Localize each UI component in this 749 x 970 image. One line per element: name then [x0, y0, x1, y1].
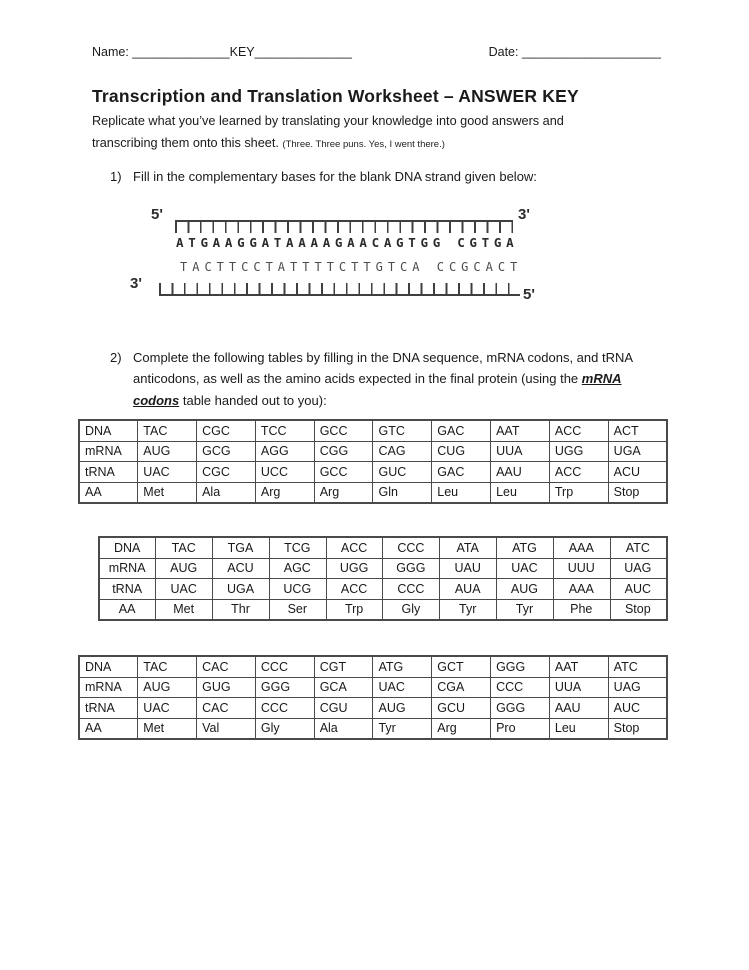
template-strand-sequence: ATGAAGGATAAAAGAACAGTGG CGTGA — [176, 234, 519, 250]
five-prime-label-bottom: 5' — [523, 285, 535, 303]
codon-cell: CGU — [314, 698, 373, 719]
codon-cell: ATG — [497, 537, 554, 558]
codon-cell: Leu — [432, 482, 491, 503]
intro-line-1: Replicate what you’ve learned by translating your knowledge into good answers and — [92, 114, 564, 128]
codon-cell: GCT — [432, 656, 491, 677]
codon-cell: ATC — [610, 537, 667, 558]
question-1-text: Fill in the complementary bases for the blank DNA strand given below: — [133, 169, 537, 184]
codon-cell: Ala — [197, 482, 256, 503]
codon-cell: ACC — [326, 537, 383, 558]
codon-cell: AAA — [553, 579, 610, 600]
table-row — [79, 482, 667, 503]
table-row — [79, 718, 667, 739]
codon-cell: ACC — [326, 579, 383, 600]
codon-cell: UAC — [138, 462, 197, 483]
codon-cell: GGG — [491, 656, 550, 677]
table-row — [79, 677, 667, 698]
codon-cell: Arg — [432, 718, 491, 739]
question-1 — [110, 166, 679, 188]
codon-cell: CGA — [432, 677, 491, 698]
codon-cell: AUA — [440, 579, 497, 600]
codon-cell: CGT — [314, 656, 373, 677]
intro-line-2: transcribing them onto this sheet. — [92, 135, 283, 150]
intro-text — [92, 111, 661, 155]
codon-cell: AUG — [138, 441, 197, 462]
codon-cell: GTC — [373, 420, 432, 441]
codon-cell: CGC — [197, 462, 256, 483]
row-header-cell: AA — [79, 482, 138, 503]
codon-cell: Trp — [549, 482, 608, 503]
codons-emphasis: codons — [133, 392, 180, 408]
codon-cell: UAG — [610, 558, 667, 579]
codon-cell: AAU — [491, 462, 550, 483]
question-2 — [110, 347, 679, 412]
mrna-emphasis: mRNA — [581, 371, 622, 386]
row-header-cell: tRNA — [79, 462, 138, 483]
codon-cell: Met — [138, 482, 197, 503]
bottom-strand-backbone — [159, 283, 520, 296]
codon-cell: Leu — [549, 718, 608, 739]
codon-table-1 — [78, 419, 668, 504]
codon-cell: CCC — [255, 698, 314, 719]
question-2-number: 2) — [110, 349, 122, 365]
codon-cell: Leu — [491, 482, 550, 503]
question-2-line-2: anticodons, as well as the amino acids expected in the final protein (using the — [133, 371, 582, 386]
question-2-line-1: Complete the following tables by filling in the DNA sequence, mRNA codons, and tRNA — [133, 349, 634, 365]
codon-cell: Thr — [213, 599, 270, 620]
question-2-line-3: table handed out to you): — [179, 392, 327, 408]
answer-strand-sequence: TACTTCCTATTTTCTTGTCA CCGCACT — [180, 259, 523, 274]
table-row — [99, 599, 667, 620]
table-row — [79, 441, 667, 462]
codon-cell: GGG — [491, 698, 550, 719]
codon-cell: AAT — [491, 420, 550, 441]
codon-cell: UGG — [549, 441, 608, 462]
codon-cell: AAA — [553, 537, 610, 558]
codon-cell: CAC — [197, 698, 256, 719]
header-row — [0, 0, 749, 59]
row-header-cell: AA — [99, 599, 156, 620]
row-header-cell: DNA — [79, 656, 138, 677]
codon-cell: AAT — [549, 656, 608, 677]
codon-cell: UAC — [138, 698, 197, 719]
codon-cell: TAC — [138, 420, 197, 441]
codon-cell: AUC — [610, 579, 667, 600]
codon-cell: UUA — [491, 441, 550, 462]
codon-cell: Tyr — [440, 599, 497, 620]
codon-cell: Phe — [553, 599, 610, 620]
codon-cell: GAC — [432, 462, 491, 483]
codon-cell: CAG — [373, 441, 432, 462]
question-1-number: 1) — [110, 169, 122, 184]
table-row — [99, 558, 667, 579]
codon-cell: CGC — [197, 420, 256, 441]
codon-cell: ACT — [608, 420, 667, 441]
codon-table-3 — [78, 655, 668, 740]
row-header-cell: tRNA — [99, 579, 156, 600]
codon-cell: CCC — [255, 656, 314, 677]
codon-cell: Pro — [491, 718, 550, 739]
codon-cell: ACC — [549, 462, 608, 483]
codon-cell: GCG — [197, 441, 256, 462]
codon-cell: Stop — [608, 482, 667, 503]
codon-cell: UAC — [156, 579, 213, 600]
codon-cell: TCG — [269, 537, 326, 558]
codon-cell: GUC — [373, 462, 432, 483]
codon-cell: GGG — [255, 677, 314, 698]
codon-cell: UCC — [255, 462, 314, 483]
codon-cell: GCA — [314, 677, 373, 698]
codon-cell: ACU — [608, 462, 667, 483]
codon-cell: CUG — [432, 441, 491, 462]
codon-cell: ACC — [549, 420, 608, 441]
codon-cell: UUU — [553, 558, 610, 579]
codon-cell: GCC — [314, 462, 373, 483]
row-header-cell: DNA — [99, 537, 156, 558]
table-row — [79, 698, 667, 719]
codon-cell: CAC — [197, 656, 256, 677]
table-row — [79, 420, 667, 441]
question-2-text — [133, 347, 633, 412]
codon-cell: Tyr — [373, 718, 432, 739]
codon-cell: UAG — [608, 677, 667, 698]
codon-cell: Gly — [383, 599, 440, 620]
codon-cell: TAC — [138, 656, 197, 677]
codon-cell: Met — [138, 718, 197, 739]
codon-cell: AUC — [608, 698, 667, 719]
codon-cell: Val — [197, 718, 256, 739]
codon-cell: TAC — [156, 537, 213, 558]
codon-cell: UGA — [213, 579, 270, 600]
codon-cell: Stop — [608, 718, 667, 739]
codon-cell: Arg — [255, 482, 314, 503]
three-prime-label-top: 3' — [518, 205, 530, 223]
codon-cell: GCC — [314, 420, 373, 441]
codon-cell: GGG — [383, 558, 440, 579]
codon-cell: Stop — [610, 599, 667, 620]
codon-cell: UUA — [549, 677, 608, 698]
codon-cell: GCU — [432, 698, 491, 719]
top-strand-backbone — [175, 220, 513, 233]
codon-cell: GAC — [432, 420, 491, 441]
codon-cell: AUG — [497, 579, 554, 600]
table-row — [99, 537, 667, 558]
codon-cell: TGA — [213, 537, 270, 558]
codon-cell: UAC — [373, 677, 432, 698]
row-header-cell: tRNA — [79, 698, 138, 719]
codon-cell: Gln — [373, 482, 432, 503]
table-row — [79, 656, 667, 677]
worksheet-title: Transcription and Translation Worksheet – ANSWER KEY — [92, 86, 579, 106]
codon-cell: UGG — [326, 558, 383, 579]
codon-cell: Met — [156, 599, 213, 620]
codon-cell: CGG — [314, 441, 373, 462]
table-row — [79, 462, 667, 483]
codon-cell: AUG — [138, 677, 197, 698]
dna-diagram — [0, 204, 749, 310]
codon-cell: ATC — [608, 656, 667, 677]
codon-cell: AUG — [156, 558, 213, 579]
date-field-label: Date: ____________________ — [488, 45, 661, 59]
codon-cell: AUG — [373, 698, 432, 719]
codon-table-2 — [98, 536, 668, 621]
codon-cell: Tyr — [497, 599, 554, 620]
codon-cell: UGA — [608, 441, 667, 462]
three-prime-label-bottom: 3' — [130, 274, 142, 292]
row-header-cell: AA — [79, 718, 138, 739]
codon-cell: Arg — [314, 482, 373, 503]
codon-cell: Trp — [326, 599, 383, 620]
codon-cell: AGC — [269, 558, 326, 579]
codon-cell: ATA — [440, 537, 497, 558]
codon-cell: ATG — [373, 656, 432, 677]
codon-cell: Gly — [255, 718, 314, 739]
row-header-cell: mRNA — [79, 677, 138, 698]
codon-cell: CCC — [491, 677, 550, 698]
row-header-cell: mRNA — [79, 441, 138, 462]
codon-cell: GUG — [197, 677, 256, 698]
codon-cell: UAC — [497, 558, 554, 579]
table-row — [99, 579, 667, 600]
codon-cell: AGG — [255, 441, 314, 462]
codon-cell: CCC — [383, 579, 440, 600]
five-prime-label-top: 5' — [151, 205, 163, 223]
codon-cell: AAU — [549, 698, 608, 719]
codon-cell: UAU — [440, 558, 497, 579]
codon-cell: ACU — [213, 558, 270, 579]
codon-cell: UCG — [269, 579, 326, 600]
codon-cell: Ala — [314, 718, 373, 739]
row-header-cell: DNA — [79, 420, 138, 441]
pun-aside: (Three. Three puns. Yes, I went there.) — [282, 138, 445, 150]
codon-cell: Ser — [269, 599, 326, 620]
name-field-label: Name: ______________KEY______________ — [92, 45, 352, 59]
row-header-cell: mRNA — [99, 558, 156, 579]
codon-cell: TCC — [255, 420, 314, 441]
codon-cell: CCC — [383, 537, 440, 558]
